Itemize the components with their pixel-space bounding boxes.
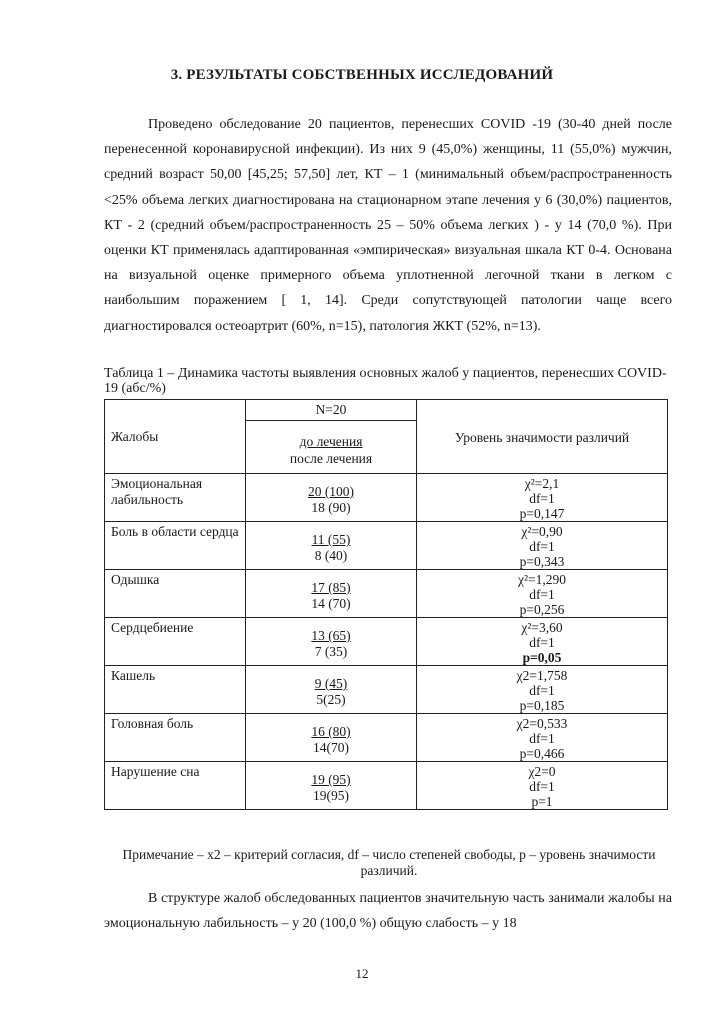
header-n: N=20 <box>246 400 416 421</box>
value-before: 13 (65) <box>311 628 351 643</box>
significance-cell <box>417 474 668 522</box>
significance-cell <box>417 666 668 714</box>
value-after: 14(70) <box>313 740 349 755</box>
stat-p: p=0,05 <box>522 650 562 665</box>
stat-p: p=0,466 <box>519 746 565 761</box>
significance-cell <box>417 522 668 570</box>
complaint-cell <box>105 522 246 570</box>
significance-cell <box>417 714 668 762</box>
table-caption: Таблица 1 – Динамика частоты выявления основных жалоб у пациентов, перенесших COVID-19 (абс/%) <box>104 366 667 396</box>
header-after: после лечения <box>289 451 373 466</box>
values-cell <box>246 522 417 570</box>
header-complaints: Жалобы <box>111 428 159 444</box>
stat-df: df=1 <box>529 635 555 650</box>
header-complaints-cell <box>105 400 246 474</box>
stat-p: p=1 <box>531 794 553 809</box>
page-number: 12 <box>355 966 369 981</box>
values-cell <box>246 618 417 666</box>
stat-df: df=1 <box>529 683 555 698</box>
value-after: 5(25) <box>316 692 346 707</box>
values-cell <box>246 666 417 714</box>
table-row <box>105 570 668 618</box>
value-before: 20 (100) <box>307 484 355 499</box>
table-row <box>105 666 668 714</box>
table-row <box>105 714 668 762</box>
complaint-cell <box>105 474 246 522</box>
header-significance-cell <box>417 400 668 474</box>
complaint-name: Боль в области сердца <box>111 524 239 539</box>
value-before: 17 (85) <box>311 580 351 595</box>
value-before: 9 (45) <box>314 676 348 691</box>
table-row <box>105 618 668 666</box>
stat-chi: χ²=2,1 <box>524 476 560 491</box>
significance-cell <box>417 618 668 666</box>
structure-paragraph <box>104 886 672 936</box>
table-row <box>105 762 668 810</box>
stat-p: p=0,185 <box>519 698 565 713</box>
stat-df: df=1 <box>529 491 555 506</box>
header-n-cell <box>246 400 417 474</box>
complaint-cell <box>105 762 246 810</box>
stat-p: p=0,147 <box>519 506 565 521</box>
stat-chi: χ2=0 <box>528 764 556 779</box>
results-paragraph <box>104 112 672 339</box>
values-cell <box>246 714 417 762</box>
significance-cell <box>417 762 668 810</box>
header-significance: Уровень значимости различий <box>454 430 630 445</box>
stat-df: df=1 <box>529 779 555 794</box>
stat-p: p=0,256 <box>519 602 565 617</box>
stat-chi: χ²=1,290 <box>517 572 567 587</box>
complaint-name: Нарушение сна <box>111 764 200 779</box>
results-paragraph-text: Проведено обследование 20 пациентов, перенесших COVID -19 (30-40 дней после перенесенной коронавирусной инфекции). Из них 9 (45,0%) женщины, 11 (55,0%) мужчин, средний возраст 50,00 [45,25; 57,50] лет, КТ – 1 (минимальный объем/распространенность <25% объема легких диагностирована на стационарном этапе лечения у 6 (30,0%) пациентов, КТ - 2 (средний объем/распространенность 25 – 50% объема легких ) - у 14 (70,0 %). При оценки КТ применялась адаптированная «эмпирическая» визуальная шкала КТ 0-4. Основана на визуальной оценке примерного объема уплотненной легочной ткани в легком с наибольшим поражением [ 1, 14]. Среди сопутствующей патологии чаще всего диагностировался остеоартрит (60%, n=15), патология ЖКТ (52%, n=13). <box>104 117 672 334</box>
value-after: 14 (70) <box>311 596 351 611</box>
stat-chi: χ2=1,758 <box>516 668 568 683</box>
table-row <box>105 474 668 522</box>
value-after: 19(95) <box>313 788 349 803</box>
value-before: 16 (80) <box>311 724 351 739</box>
header-before: до лечения <box>299 434 363 449</box>
stat-chi: χ2=0,533 <box>516 716 568 731</box>
stat-df: df=1 <box>529 587 555 602</box>
structure-paragraph-text: В структуре жалоб обследованных пациентов значительную часть занимали жалобы на эмоциональную лабильность – у 20 (100,0 %) общую слабость – у 18 <box>104 891 672 932</box>
complaint-name: Кашель <box>111 668 156 683</box>
table-row <box>105 522 668 570</box>
significance-cell <box>417 570 668 618</box>
values-cell <box>246 570 417 618</box>
header-before-after <box>246 421 416 473</box>
section-heading: 3. РЕЗУЛЬТАТЫ СОБСТВЕННЫХ ИССЛЕДОВАНИЙ <box>170 67 554 83</box>
values-cell <box>246 762 417 810</box>
complaint-cell <box>105 714 246 762</box>
complaint-name: Одышка <box>111 572 160 587</box>
complaints-table <box>104 399 668 810</box>
complaint-name: Головная боль <box>111 716 194 731</box>
values-cell <box>246 474 417 522</box>
complaint-name: Сердцебиение <box>111 620 194 635</box>
value-after: 7 (35) <box>314 644 348 659</box>
value-before: 19 (95) <box>311 772 351 787</box>
table-note: Примечание – x2 – критерий согласия, df – число степеней свободы, p – уровень значимости различий. <box>122 847 656 878</box>
complaint-name: Эмоциональная лабильность <box>111 476 203 507</box>
complaint-cell <box>105 570 246 618</box>
table-header-row <box>105 400 668 474</box>
stat-chi: χ²=0,90 <box>521 524 563 539</box>
value-before: 11 (55) <box>311 532 351 547</box>
stat-chi: χ²=3,60 <box>521 620 563 635</box>
stat-df: df=1 <box>529 539 555 554</box>
value-after: 18 (90) <box>311 500 351 515</box>
stat-p: p=0,343 <box>519 554 565 569</box>
complaint-cell <box>105 666 246 714</box>
complaint-cell <box>105 618 246 666</box>
value-after: 8 (40) <box>314 548 348 563</box>
stat-df: df=1 <box>529 731 555 746</box>
